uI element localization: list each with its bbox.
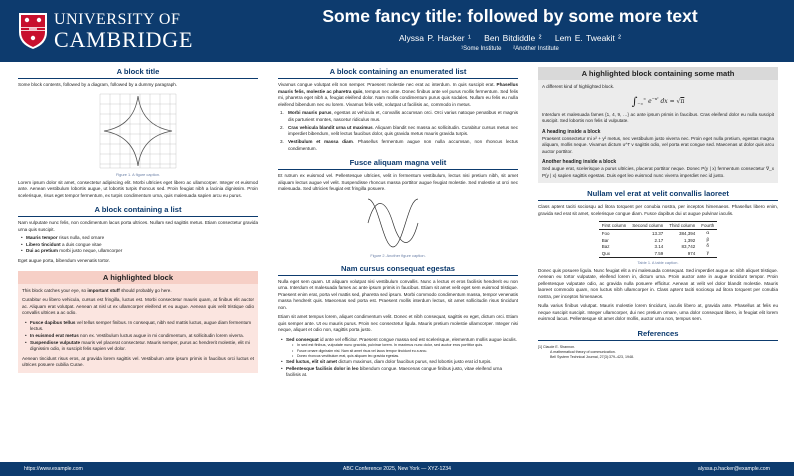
footer-email-link[interactable]: alyssa.p.hacker@example.com [697,466,770,472]
poster-footer [0,462,794,476]
block-text: Class aptent taciti sociosqu ad litora torquent per conubia nostra, per inceptos himenaeos. Phasellus libero enim, gravida sed erat sit amet, scelerisque congue diam. Fusce dapibus dui ut augue pulvinar iaculis. [538,204,778,216]
block-text: Donec quis posuere ligula. Nunc feugiat elit a mi malesuada consequat. Sed imperdiet augue ac nibh aliquet tristique. Aenean eu tortor vulputate, eleifend lorem in, dictum urna. Proin auctor ante in augue tincidunt tempor. Proin pellentesque vulputate odio, ac gravida nulla posuere efficitur. Aenean at velit vel dolor blandit molestie. Mauris laoreet commodo quam, non luctus nibh ullamcorper in. Class aptent taciti sociosqu ad litora torquent per conubia nostra, per inceptos himenaeos. Nulla varius finibus volutpat. Mauris molestie lorem tincidunt, iaculis libero at, gravida ante. Phasellus at felis eu neque suscipit suscipit. Integer ullamcorper, dui nec pretium ornare, urna dolor consequat libero, in feugiat elit lorem euismod lacus. Pellentesque sit amet dolor mollis, auctor urna non, tempus sem. [538,267,778,322]
block-text: Curabitur eu libero vehicula, cursus est fringilla, luctus est. Morbi consectetur mauris quam, at finibus elit auctor ac. Aliquam erat volutpat. Aenean at nisl ut ex ullamcorper eleifend et eu augue. Aenean quis velit tristique odio convallis ultrices a ac odio. [22,297,254,316]
logo-line-1: UNIVERSITY OF [54,10,181,28]
block-title: Fusce aliquam magna velit [278,158,518,170]
block-title: A block title [18,67,258,79]
author-name: Alyssa P. Hacker ¹ [398,33,471,43]
figure-caption: Figure 1. A figure caption. [115,171,161,177]
math-block-title: A highlighted block containing some math [538,67,778,80]
block-subheading: Another heading inside a block [542,159,617,166]
list-item: 3. Vestibulum et massa diam. Phasellus fermentum augue non nulla accumsan, non rhoncus lectus condimentum. [280,139,518,151]
list-item: 2. Cras vehicula blandit urna ut maximus. Aliquam blandit nec massa ac sollicitudin. Curabitur cursus metus nec imperdiet bibendum, velit lectus faucibus dolor, quis gravida metus mauris gravida turpis. [280,124,518,137]
star-diagram [18,92,258,170]
list-item: • Fusce dapibus tellus vel tellus semper finibus. In consequat, nibh sed mattis luctus, augue diam fermentum lectus. [25,320,254,333]
table-header-row [599,222,718,230]
footer-website-link[interactable]: https://www.example.com [24,466,83,472]
list-item: • Pellentesque facilisis dolor in leo bibendum congue. Maecenas congue finibus justo, vitae eleifend urna facilisis at. [281,366,518,379]
university-logo [18,7,193,55]
block-title: A block containing an enumerated list [278,67,518,79]
cambridge-shield-icon [18,12,48,50]
block-title: A block containing a list [18,205,258,217]
block-text: Et rutrum ex euismod vel. Pellentesque ultricies, velit in fermentum vestibulum, lectus nisi pretium nibh, sit amet aliquam lectus augue vel velit. Suspendisse rhoncus massa porttitor augue feugiat molestie. Sed molestie ut orci nec malesuada. Sed ultricies feugiat est fringilla posuere. [278,173,518,192]
column-header: Fourth [698,222,717,230]
affiliation: ¹Some Institute [461,46,502,52]
block-text: Interdum et malesuada fames {1, 4, 9, …} ac ante ipsum primis in faucibus. Cras eleifend dolor eu nulla suscipit suscipit. Sed lobortis non felis id vulputate. [542,111,774,124]
block-text: Eget augue porta, bibendum venenatis tortor. [18,258,110,264]
author-list [230,33,790,43]
author-name: Lem E. Tweakit ² [554,33,621,43]
column-header: Third column [666,222,698,230]
block-text: Praesent consectetur mi x² + y² metus, nec vestibulum justo viverra nec. Proin eget nulla pretium, egestas magna aliquam, mollis neque. Vivamus dictum u^T v sagittis odio, vel porta erat congue sed. Maecenas ut dolor quis arcu auctor porttitor. [542,135,774,154]
block-text: Aenean tincidunt risus eros, at gravida lorem sagittis vel. Vestibulum ante ipsum primis in faucibus orci luctus et ultrices posuere cubilia Curae. [22,355,254,368]
bullet-list [25,320,254,353]
block-title: Nullam vel erat at velit convallis laoreet [538,189,778,201]
reference-list [538,345,778,361]
highlighted-block [18,271,258,373]
column-middle [278,62,518,462]
bullet-list [281,337,518,379]
poster-header [0,0,794,62]
block-text: A different kind of highlighted block. [542,84,615,89]
block-text: This block catches your eye, so important stuff should probably go here. [22,287,172,293]
table-row: Foo 13.37 384,394 α [601,230,710,236]
block-text: Vivamus congue volutpat elit non semper. Praesent molestie nec erat ac interdum. In quis suscipit erat. Phasellus mauris felis, molestie ac pharetra quis, tempus nec ante. Donec finibus ante vel purus mollis fermentum. Sed felis mi, pharetra eget nibh a, feugiat eleifend dolor. Nam mollis condimentum purus quis sodales. Nullam eu felis eu nulla eleifend bibendum nec eu lorem. Vivamus felis velit, volutpat ut facilisis ac, commodo in metus. [278,82,518,107]
table-row: Qux 7.59 974 γ [599,250,718,257]
table-caption: Table 1. A table caption. [637,259,679,265]
reference-line: [1] Claude E. Shannon. [538,344,576,349]
block-text: Some block contents, followed by a diagram, followed by a dummy paragraph. [18,82,178,87]
footer-conference: ABC Conference 2025, New York — XYZ-1234 [342,466,452,472]
column-header: First column [599,222,630,230]
sub-sub-list-item: • Donec rhoncus vestibulum erat, quis aliquam leo gravida egestas. [292,354,518,359]
block-title: Nam cursus consequat egestas [278,264,518,276]
figure-caption: Figure 2. Another figure caption. [370,252,426,258]
integral-equation: $\int_{-\infty}^\infty$ $e^{-x^2}$ dx = √π [631,94,685,108]
block-text: Nulla eget sem quam. Ut aliquam volutpat nisi vestibulum convallis. Nunc a lectus et eros facilisis hendrerit eu non urna. Interdum et malesuada fames ac ante ipsum primis in faucibus. Etiam sit amet velit eget sem euismod tristique. Praesent enim erat, porta vel mattis sed, pharetra sed ipsum. Morbi commodo condimentum massa, tempor venenatis massa hendrerit quis. Maecenas sed porta est. Praesent mollis interdum lectus, sit amet sollicitudin risus tincidunt non. Etiam sit amet tempus lorem, aliquet condimentum velit. Donec et nibh consequat, sagittis ex eget, dictum orci. Etiam quis semper ante. Ut eu mauris purus. Proin nec consectetur ligula. Mauris pretium molestie ullamcorper. Integer nisi neque, aliquet et odio non, sagittis porta justo. [278,278,518,333]
table-row: Bar 2.17 1,392 β [601,237,710,243]
sine-curve [368,203,418,242]
math-block [538,67,778,183]
block-subheading: A heading inside a block [542,128,601,135]
table-row: Baz 3.14 83,742 δ [601,244,710,250]
logo-line-2: CAMBRIDGE [54,26,194,52]
list-item: 1. Morbi mauris purus, egestas at vehicula et, convallis accumsan orci. Orci varius natoque penatibus et magnis dis parturient montes, nascetur ridiculus mus. [280,110,518,122]
reference-line: A mathematical theory of communication. [550,349,616,354]
list-item: • Libero tincidunt a duis congue vitae [21,242,258,249]
poster-title: Some fancy title: followed by some more text [322,6,698,26]
block-text: Sed augue erat, scelerisque a purus ultricies, placerat porttitor neque. Donec P(y | x) fermentum consectetur ∇_x P(y | x) sapien sagittis egestas. Duis eget leo euismod nunc viverra imperdiet nec id justo. [542,166,774,178]
list-item: • Sed consequat id ante vel efficitur. Praesent congue massa sed est scelerisque, elementum mollis augue iaculis. • In sed est finibus, vulputate nunc gravida, pulvinar lorem. In maximus nunc dolor, sed auctor eros porttitor quis. • Fusce ornare dignissim nisi. Nam sit amet risus vel lacus tempor tincidunt eu a arcu. • Donec rhoncus vestibulum erat, quis aliquam leo gravida egestas. [281,337,518,359]
affiliation: ²Another Institute [513,46,559,52]
sine-wave-diagram [278,195,518,251]
column-right [538,62,778,462]
block-paragraph: Lorem ipsum dolor sit amet, consectetur adipiscing elit. Morbi ultricies eget libero ac ullamcorper. Integer et euismod ante. Aenean vestibulum lobortis augue, ut lobortis turpis rhoncus sed. Proin feugiat nibh a lacinia dignissim. Proin scelerisque, risus eget tempor fermentum, ex turpis condimentum urna, quis malesuada sapien arcu eu purus. [18,179,258,198]
star-shape [104,96,172,166]
list-item: • Mauris tempor risus nulla, sed ornare [21,235,258,242]
list-item: • Sed luctus, elit sit amet dictum maximus, diam dolor faucibus purus, sed lobortis justo erat id turpis. [281,359,518,366]
block-text: Nam vulputate nunc felis, non condimentum lacus porta ultrices. Nullam sed sagittis metus. Etiam consectetur gravida urna quis suscipit. [18,220,258,232]
reference-line: Bell System Technical Journal, 27(3):379–423, 1948. [550,355,635,360]
block-title: References [538,329,778,341]
author-name: Ben Bitdiddle ² [484,33,542,43]
sub-sub-list [292,349,518,359]
highlighted-block-title: A highlighted block [18,271,258,284]
enumerated-list [280,110,518,152]
data-table [599,221,718,257]
affiliation-list [230,46,790,52]
list-item: • Dui ac pretium morbi justo neque, ullamcorper [21,248,258,255]
bullet-list [21,235,258,255]
column-header: Second column [629,222,666,230]
list-item: • In euismod erat metus non ex. Vestibulum luctus augue in mi condimentum, at sollicitudin lorem viverra. [25,333,254,340]
sub-sub-list-item: • Fusce ornare dignissim nisi. Nam sit amet risus vel lacus tempor tincidunt eu a arcu. [292,349,518,354]
sub-list-item: • In sed est finibus, vulputate nunc gravida, pulvinar lorem. In maximus nunc dolor, sed auctor eros porttitor quis. [292,343,518,348]
list-item: • Suspendisse vulputate mauris vel placerat consectetur. Mauris semper, purus ac hendrerit molestie, elit mi dignissim odio, in suscipit felis sapien vel dolor. [25,340,254,353]
column-left [18,62,258,462]
